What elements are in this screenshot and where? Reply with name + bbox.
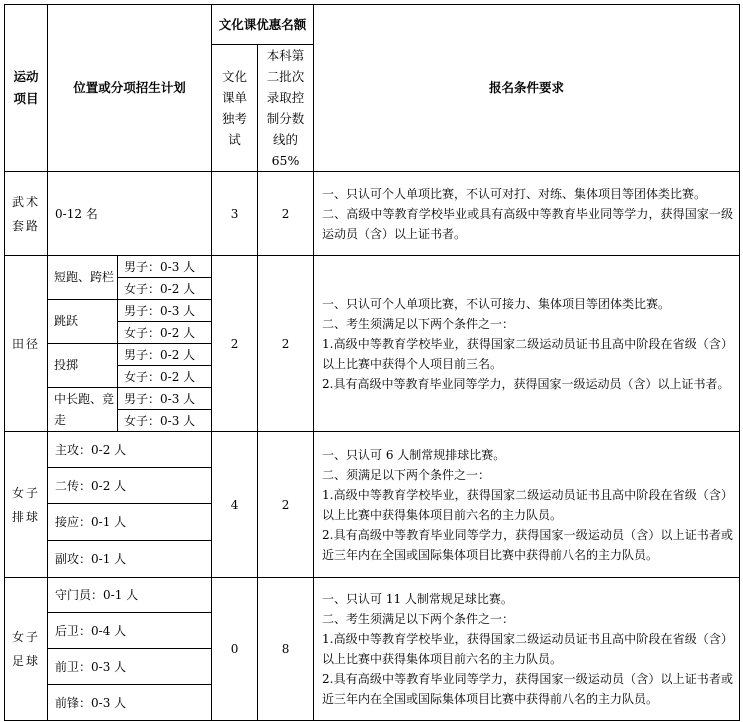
position-quota: 二传：0-2 人 xyxy=(48,468,212,504)
quota-female: 女子：0-2 人 xyxy=(118,278,212,300)
quota-male: 男子：0-3 人 xyxy=(118,256,212,278)
position-quota: 前锋：0-3 人 xyxy=(48,685,212,721)
event-name: 短跑、跨栏 xyxy=(48,256,118,300)
quota-female: 女子：0-2 人 xyxy=(118,322,212,344)
header-requirement: 报名条件要求 xyxy=(314,5,740,172)
admission-plan-table xyxy=(4,4,740,721)
sport-name: 田径 xyxy=(5,256,48,432)
table-row xyxy=(5,256,740,278)
header-bonus: 文化课优惠名额 xyxy=(212,5,314,45)
header-plan: 位置或分项招生计划 xyxy=(48,5,212,172)
quota-female: 女子：0-3 人 xyxy=(118,410,212,432)
quota-male: 男子：0-3 人 xyxy=(118,388,212,410)
position-quota: 前卫：0-3 人 xyxy=(48,649,212,685)
table-row xyxy=(5,172,740,256)
position-quota: 守门员：0-1 人 xyxy=(48,578,212,613)
header-sport: 运动项目 xyxy=(5,5,48,172)
sport-name: 武术套路 xyxy=(5,172,48,256)
sport-name: 女子足球 xyxy=(5,578,48,721)
bonus-solo-value: 0 xyxy=(212,578,258,721)
plan-cell: 0-12 名 xyxy=(48,172,212,256)
bonus-line-value: 2 xyxy=(258,256,314,432)
position-quota: 接应：0-1 人 xyxy=(48,504,212,541)
table-row xyxy=(5,578,740,613)
bonus-line-value: 2 xyxy=(258,432,314,578)
sport-name: 女子排球 xyxy=(5,432,48,578)
position-quota: 副攻：0-1 人 xyxy=(48,541,212,578)
quota-female: 女子：0-2 人 xyxy=(118,366,212,388)
bonus-line-value: 8 xyxy=(258,578,314,721)
position-quota: 主攻：0-2 人 xyxy=(48,432,212,468)
bonus-solo-value: 4 xyxy=(212,432,258,578)
event-name: 中长跑、竞走 xyxy=(48,388,118,432)
bonus-line-value: 2 xyxy=(258,172,314,256)
requirement-cell: 一、只认可 11 人制常规足球比赛。 二、考生须满足以下两个条件之一： 1.高级中等教育学校毕业，获得国家二级运动员证书且高中阶段在省级（含）以上比赛中获得集体项目前六名的主力队员。 2.具有高级中等教育毕业同等学力，获得国家一级运动员（含）以上证书者或近三年内在全国或国际集体项目比赛中获得前八名的主力队员。 xyxy=(314,578,740,721)
table-row xyxy=(5,432,740,468)
event-name: 投掷 xyxy=(48,344,118,388)
header-bonus-line: 本科第二批次录取控制分数线的65% xyxy=(258,45,314,172)
position-quota: 后卫：0-4 人 xyxy=(48,613,212,649)
quota-male: 男子：0-3 人 xyxy=(118,300,212,322)
requirement-cell: 一、只认可 6 人制常规排球比赛。 二、须满足以下两个条件之一： 1.高级中等教育学校毕业，获得国家二级运动员证书且高中阶段在省级（含）以上比赛中获得集体项目前六名的主力队员。 2.具有高级中等教育毕业同等学力，获得国家一级运动员（含）以上证书者或近三年内在全国或国际集体项目比赛中获得前八名的主力队员。 xyxy=(314,432,740,578)
event-name: 跳跃 xyxy=(48,300,118,344)
bonus-solo-value: 2 xyxy=(212,256,258,432)
quota-male: 男子：0-2 人 xyxy=(118,344,212,366)
header-bonus-solo: 文化课单独考试 xyxy=(212,45,258,172)
bonus-solo-value: 3 xyxy=(212,172,258,256)
requirement-cell: 一、只认可个人单项比赛，不认可对打、对练、集体项目等团体类比赛。 二、高级中等教育学校毕业或具有高级中等教育毕业同等学力，获得国家一级运动员（含）以上证书者。 xyxy=(314,172,740,256)
requirement-cell: 一、只认可个人单项比赛，不认可接力、集体项目等团体类比赛。 二、考生须满足以下两个条件之一： 1.高级中等教育学校毕业，获得国家二级运动员证书且高中阶段在省级（含）以上比赛中获得个人项目前三名。 2.具有高级中等教育毕业同等学力，获得国家一级运动员（含）以上证书者。 xyxy=(314,256,740,432)
